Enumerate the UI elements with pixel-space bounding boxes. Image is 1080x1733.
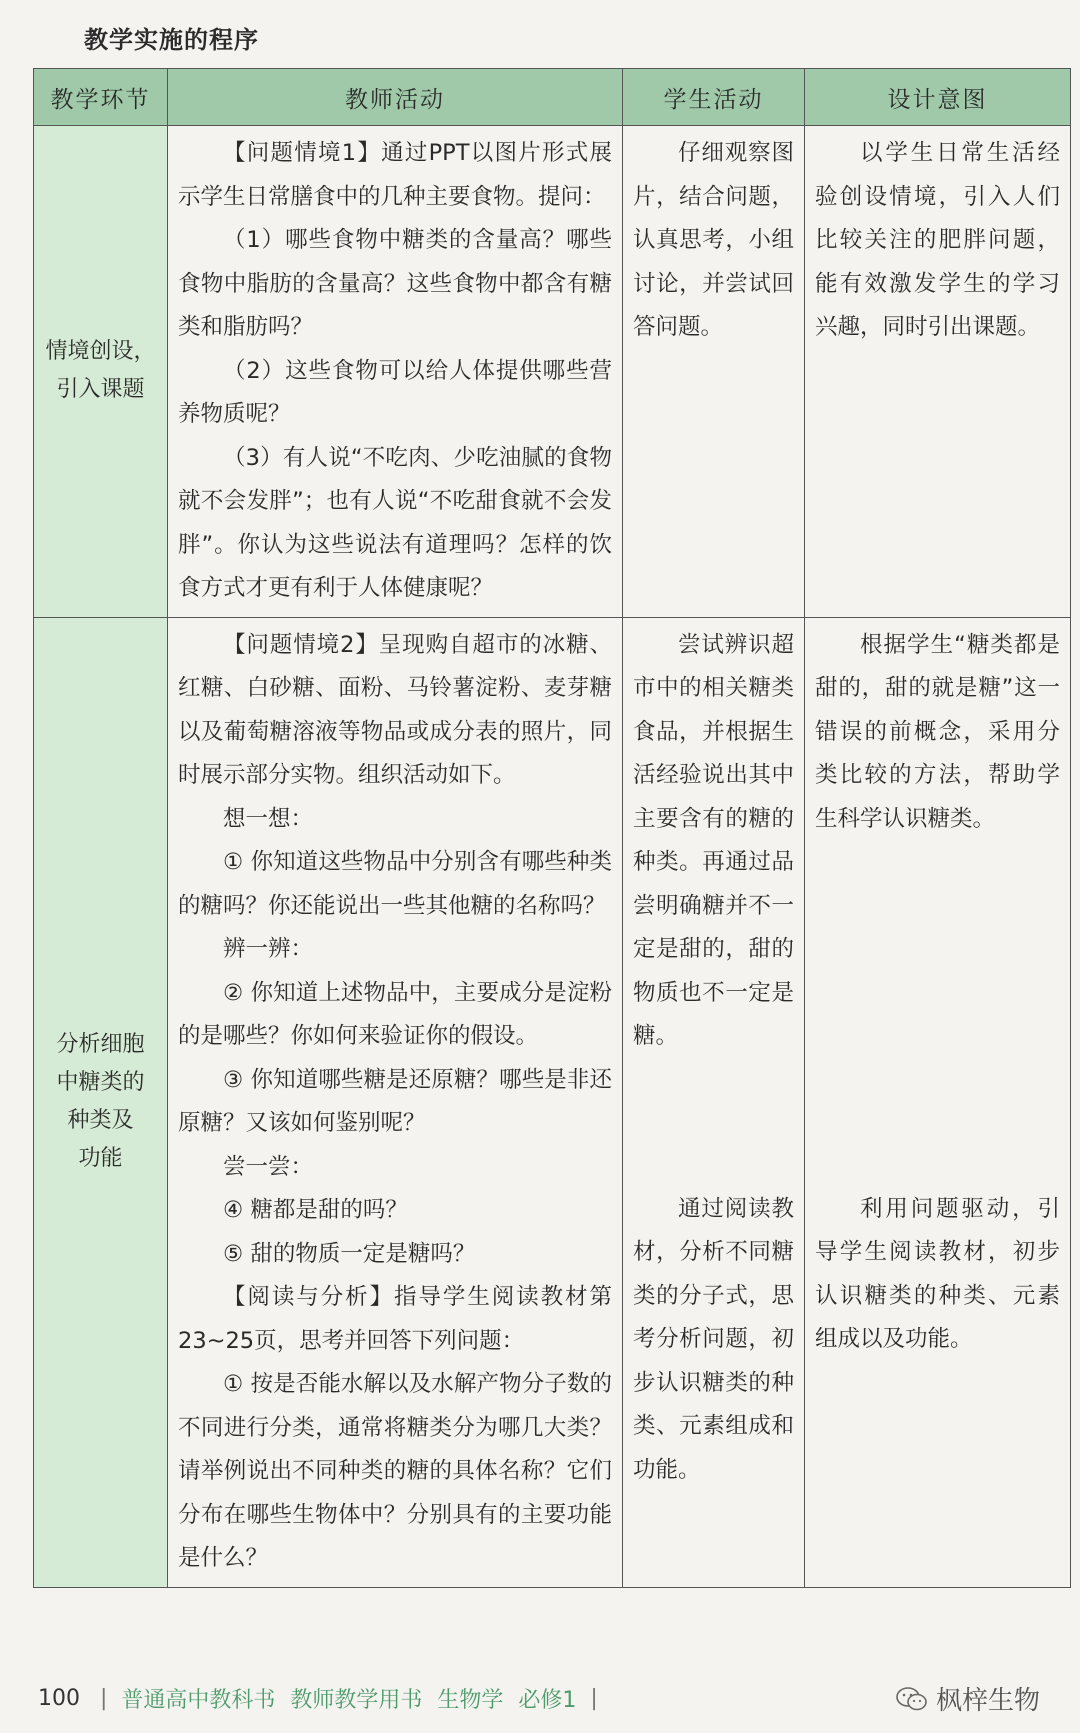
teacher-paragraph: （2）这些食物可以给人体提供哪些营养物质呢？ bbox=[178, 357, 612, 427]
teacher-paragraph: 辨一辨： bbox=[223, 936, 314, 962]
header-intent: 设计意图 bbox=[805, 69, 1071, 126]
stage-line: 功能 bbox=[78, 1146, 123, 1171]
teacher-paragraph: 想一想： bbox=[223, 805, 314, 832]
intent-text: 根据学生“糖类都是甜的，甜的就是糖”这一错误的前概念，采用分类比较的方法，帮助学生科学认识糖类。 bbox=[815, 631, 1060, 832]
stage-line: 情境创设， bbox=[45, 339, 156, 365]
intent-cell bbox=[805, 617, 1071, 1587]
student-cell bbox=[623, 126, 805, 618]
teacher-paragraph: ② 你知道上述物品中，主要成分是淀粉的是哪些？你如何来验证你的假设。 bbox=[178, 979, 612, 1049]
table-header-row bbox=[34, 69, 1071, 126]
header-student: 学生活动 bbox=[623, 69, 805, 126]
book-series-title: 普通高中教科书 教师教学用书 生物学 必修1 bbox=[121, 1688, 577, 1713]
intent-cell bbox=[805, 126, 1071, 618]
stage-line: 分析细胞 bbox=[56, 1032, 145, 1057]
table-row bbox=[34, 617, 1071, 1587]
watermark bbox=[896, 1680, 1040, 1717]
page-footer bbox=[38, 1683, 612, 1714]
teacher-paragraph: （3）有人说“不吃肉、少吃油腻的食物就不会发胖”；也有人说“不吃甜食就不会发胖”。你认为这些说法有道理吗？怎样的饮食方式才更有利于人体健康呢？ bbox=[178, 444, 612, 601]
section-title: 教学实施的程序 bbox=[84, 26, 259, 54]
teacher-paragraph: 【问题情境2】呈现购自超市的冰糖、红糖、白砂糖、面粉、马铃薯淀粉、麦芽糖以及葡萄糖溶液等物品或成分表的照片，同时展示部分实物。组织活动如下。 bbox=[178, 631, 612, 788]
wechat-icon bbox=[896, 1686, 928, 1712]
teacher-paragraph: ⑤ 甜的物质一定是糖吗？ bbox=[223, 1240, 476, 1267]
footer-separator: | bbox=[100, 1686, 108, 1711]
stage-line: 种类及 bbox=[67, 1108, 134, 1133]
intent-text: 利用问题驱动，引导学生阅读教材，初步认识糖类的种类、元素组成以及功能。 bbox=[815, 1195, 1060, 1352]
page-number: 100 bbox=[38, 1686, 80, 1711]
student-cell bbox=[623, 617, 805, 1587]
stage-line: 引入课题 bbox=[56, 377, 145, 403]
stage-cell bbox=[34, 126, 168, 618]
teacher-paragraph: 【问题情境1】通过PPT以图片形式展示学生日常膳食中的几种主要食物。提问： bbox=[178, 140, 612, 210]
table-row bbox=[34, 126, 1071, 618]
teacher-paragraph: （1）哪些食物中糖类的含量高？哪些食物中脂肪的含量高？这些食物中都含有糖类和脂肪吗？ bbox=[178, 227, 612, 340]
teacher-paragraph: ③ 你知道哪些糖是还原糖？哪些是非还原糖？又该如何鉴别呢？ bbox=[178, 1066, 612, 1136]
teacher-cell bbox=[168, 617, 623, 1587]
footer-separator: | bbox=[590, 1686, 598, 1711]
watermark-text: 枫梓生物 bbox=[935, 1686, 1040, 1716]
intent-text: 以学生日常生活经验创设情境，引入人们比较关注的肥胖问题，能有效激发学生的学习兴趣，同时引出课题。 bbox=[815, 140, 1060, 340]
teacher-paragraph: 尝一尝： bbox=[223, 1153, 314, 1180]
teacher-paragraph: 【阅读与分析】指导学生阅读教材第23~25页，思考并回答下列问题： bbox=[178, 1284, 612, 1354]
header-stage: 教学环节 bbox=[34, 69, 168, 126]
teacher-paragraph: ④ 糖都是甜的吗？ bbox=[223, 1197, 408, 1223]
stage-cell bbox=[34, 617, 168, 1587]
student-text: 仔细观察图片，结合问题，认真思考，小组讨论，并尝试回答问题。 bbox=[633, 140, 794, 340]
stage-line: 中糖类的 bbox=[56, 1070, 145, 1095]
student-text: 尝试辨识超市中的相关糖类食品，并根据生活经验说出其中主要含有的糖的种类。再通过品尝明确糖并不一定是甜的，甜的物质也不一定是糖。 bbox=[633, 631, 794, 1049]
student-text: 通过阅读教材，分析不同糖类的分子式，思考分析问题，初步认识糖类的种类、元素组成和功能。 bbox=[633, 1195, 794, 1483]
teacher-cell bbox=[168, 126, 623, 618]
header-teacher: 教师活动 bbox=[168, 69, 623, 126]
teacher-paragraph: ① 你知道这些物品中分别含有哪些种类的糖吗？你还能说出一些其他糖的名称吗？ bbox=[178, 849, 612, 919]
teaching-procedure-table bbox=[33, 68, 1071, 1588]
teacher-paragraph: ① 按是否能水解以及水解产物分子数的不同进行分类，通常将糖类分为哪几大类？请举例说出不同种类的糖的具体名称？它们分布在哪些生物体中？分别具有的主要功能是什么？ bbox=[178, 1371, 612, 1571]
